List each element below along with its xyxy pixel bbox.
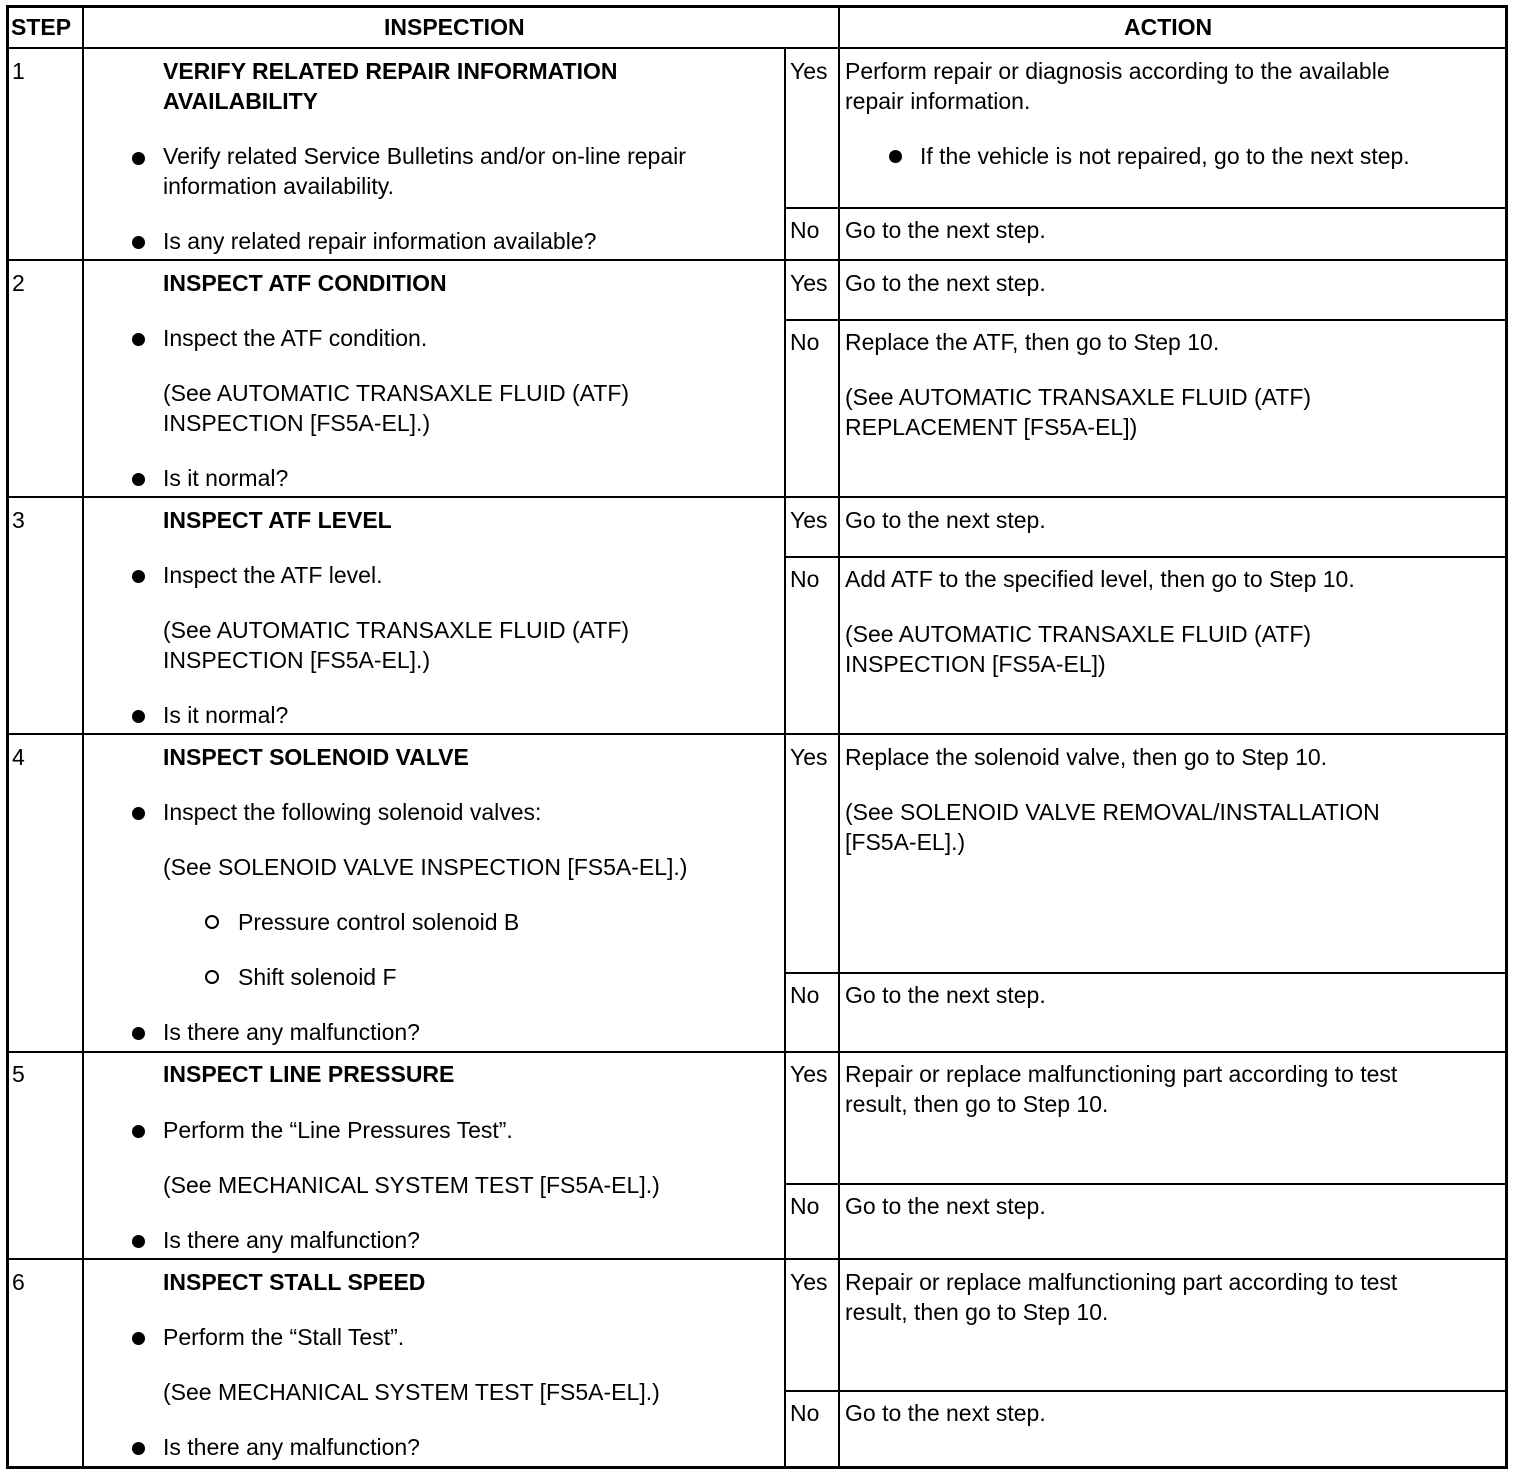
no-action: Go to the next step.	[845, 982, 1046, 1008]
bullet-icon	[132, 333, 145, 346]
yes-no-divider-4	[784, 972, 1508, 974]
inspection-item: Inspect the following solenoid valves:	[163, 799, 542, 825]
reference: (See SOLENOID VALVE REMOVAL/INSTALLATION	[845, 799, 1380, 825]
bullet-icon	[889, 150, 902, 163]
step-title: VERIFY RELATED REPAIR INFORMATION	[163, 58, 618, 84]
inspection-subitem: Shift solenoid F	[238, 964, 397, 990]
step-title: INSPECT LINE PRESSURE	[163, 1061, 455, 1087]
inspection-question: Is there any malfunction?	[163, 1434, 420, 1460]
inspection-item: Perform the “Line Pressures Test”.	[163, 1117, 513, 1143]
step-number: 6	[12, 1269, 25, 1295]
step-number: 5	[12, 1061, 25, 1087]
inspection-item: Inspect the ATF level.	[163, 562, 383, 588]
table-border-left	[6, 5, 9, 1469]
reference: (See MECHANICAL SYSTEM TEST [FS5A-EL].)	[163, 1172, 660, 1198]
bullet-icon	[132, 710, 145, 723]
bullet-icon	[132, 570, 145, 583]
bullet-icon	[132, 1332, 145, 1345]
yes-label: Yes	[790, 507, 828, 533]
yes-no-divider-2	[784, 319, 1508, 321]
bullet-icon	[132, 1235, 145, 1248]
inspection-question: Is it normal?	[163, 702, 289, 728]
step-number: 2	[12, 270, 25, 296]
yes-action: Go to the next step.	[845, 270, 1046, 296]
step-title: INSPECT ATF CONDITION	[163, 270, 447, 296]
bullet-icon	[132, 807, 145, 820]
no-action: Replace the ATF, then go to Step 10.	[845, 329, 1220, 355]
reference: (See SOLENOID VALVE INSPECTION [FS5A-EL].)	[163, 854, 688, 880]
bullet-icon	[132, 1442, 145, 1455]
reference: INSPECTION [FS5A-EL].)	[163, 410, 431, 436]
reference: INSPECTION [FS5A-EL].)	[163, 647, 431, 673]
bullet-icon	[132, 1125, 145, 1138]
inspection-question: Is there any malfunction?	[163, 1019, 420, 1045]
table-border-top	[6, 5, 1508, 8]
no-label: No	[790, 566, 820, 592]
yes-label: Yes	[790, 58, 828, 84]
yes-action: result, then go to Step 10.	[845, 1299, 1109, 1325]
bullet-icon	[132, 152, 145, 165]
yes-action: result, then go to Step 10.	[845, 1091, 1109, 1117]
column-divider-inspection	[838, 5, 840, 1468]
reference: REPLACEMENT [FS5A-EL])	[845, 414, 1138, 440]
reference: INSPECTION [FS5A-EL])	[845, 651, 1106, 677]
no-action: Add ATF to the specified level, then go to Step 10.	[845, 566, 1355, 592]
reference: (See AUTOMATIC TRANSAXLE FLUID (ATF)	[163, 380, 630, 406]
yes-action: Repair or replace malfunctioning part according to test	[845, 1061, 1398, 1087]
yes-no-divider-5	[784, 1183, 1508, 1185]
step-title: INSPECT SOLENOID VALVE	[163, 744, 469, 770]
yes-no-divider-6	[784, 1390, 1508, 1392]
step-title: AVAILABILITY	[163, 88, 319, 114]
reference: [FS5A-EL].)	[845, 829, 966, 855]
bullet-icon	[132, 236, 145, 249]
no-action: Go to the next step.	[845, 217, 1046, 243]
row-divider-1	[6, 259, 1508, 261]
reference: (See AUTOMATIC TRANSAXLE FLUID (ATF)	[845, 384, 1312, 410]
no-label: No	[790, 1400, 820, 1426]
header-inspection: INSPECTION	[384, 14, 525, 40]
column-divider-step	[82, 5, 84, 1468]
bullet-icon	[132, 473, 145, 486]
table-border-bottom	[6, 1466, 1508, 1469]
no-label: No	[790, 329, 820, 355]
no-label: No	[790, 982, 820, 1008]
row-divider-3	[6, 733, 1508, 735]
header-step: STEP	[11, 14, 72, 40]
inspection-question: Is there any malfunction?	[163, 1227, 420, 1253]
inspection-item: information availability.	[163, 173, 394, 199]
row-divider-2	[6, 496, 1508, 498]
step-title: INSPECT ATF LEVEL	[163, 507, 392, 533]
no-label: No	[790, 217, 820, 243]
table-border-right	[1505, 5, 1508, 1469]
step-number: 1	[12, 58, 25, 84]
step-number: 4	[12, 744, 25, 770]
no-action: Go to the next step.	[845, 1400, 1046, 1426]
yes-label: Yes	[790, 1269, 828, 1295]
sub-bullet-icon	[205, 970, 219, 984]
row-divider-4	[6, 1051, 1508, 1053]
inspection-question: Is it normal?	[163, 465, 289, 491]
inspection-item: Verify related Service Bulletins and/or on-line repair	[163, 143, 686, 169]
yes-action: Go to the next step.	[845, 507, 1046, 533]
inspection-subitem: Pressure control solenoid B	[238, 909, 520, 935]
yes-action: Perform repair or diagnosis according to the available	[845, 58, 1390, 84]
bullet-icon	[132, 1027, 145, 1040]
reference: (See MECHANICAL SYSTEM TEST [FS5A-EL].)	[163, 1379, 660, 1405]
yes-label: Yes	[790, 270, 828, 296]
yes-action: Repair or replace malfunctioning part according to test	[845, 1269, 1398, 1295]
reference: (See AUTOMATIC TRANSAXLE FLUID (ATF)	[163, 617, 630, 643]
no-action: Go to the next step.	[845, 1193, 1046, 1219]
yes-label: Yes	[790, 1061, 828, 1087]
reference: (See AUTOMATIC TRANSAXLE FLUID (ATF)	[845, 621, 1312, 647]
no-label: No	[790, 1193, 820, 1219]
inspection-item: Perform the “Stall Test”.	[163, 1324, 405, 1350]
yes-label: Yes	[790, 744, 828, 770]
sub-bullet-icon	[205, 915, 219, 929]
yes-action: repair information.	[845, 88, 1031, 114]
row-divider-5	[6, 1258, 1508, 1260]
step-title: INSPECT STALL SPEED	[163, 1269, 426, 1295]
header-action: ACTION	[1124, 14, 1213, 40]
header-divider	[6, 47, 1508, 49]
column-divider-yesno	[784, 48, 786, 1468]
yes-action-item: If the vehicle is not repaired, go to the next step.	[920, 143, 1410, 169]
inspection-question: Is any related repair information available?	[163, 228, 597, 254]
yes-action: Replace the solenoid valve, then go to Step 10.	[845, 744, 1328, 770]
inspection-item: Inspect the ATF condition.	[163, 325, 428, 351]
yes-no-divider-1	[784, 207, 1508, 209]
step-number: 3	[12, 507, 25, 533]
yes-no-divider-3	[784, 556, 1508, 558]
